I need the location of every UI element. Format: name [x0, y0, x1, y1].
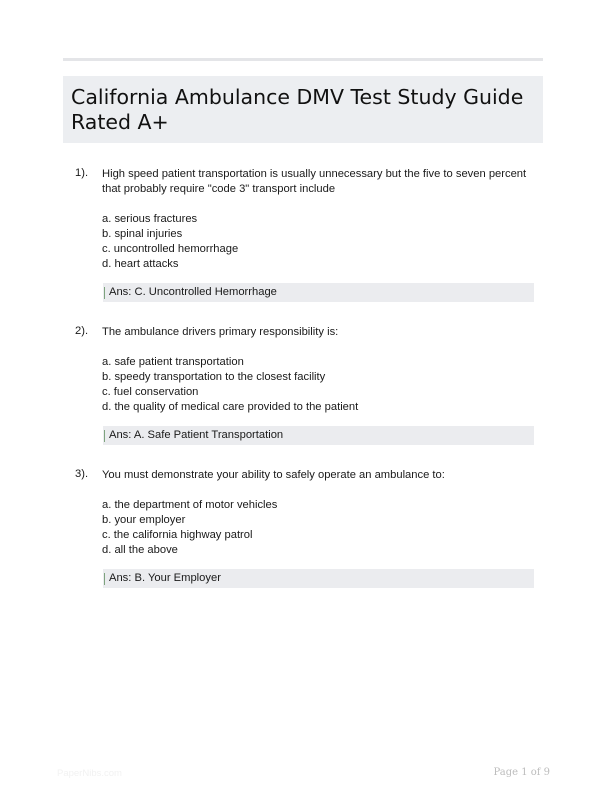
- answer-text: Ans: C. Uncontrolled Hemorrhage: [109, 286, 277, 298]
- option-d: d. the quality of medical care provided to the patient: [102, 401, 359, 413]
- answer-marker: [104, 287, 105, 299]
- question-text: You must demonstrate your ability to safely operate an ambulance to:: [102, 469, 445, 481]
- question-number: 2).: [75, 325, 89, 337]
- option-b: b. speedy transportation to the closest facility: [102, 371, 326, 383]
- option-a: a. serious fractures: [102, 213, 198, 225]
- option-a: a. safe patient transportation: [102, 356, 244, 368]
- question-number: 1).: [75, 167, 89, 179]
- option-a: a. the department of motor vehicles: [102, 499, 278, 511]
- option-d: d. all the above: [102, 544, 178, 556]
- page-number: Page 1 of 9: [493, 767, 550, 778]
- document-title: California Ambulance DMV Test Study Guide Rated A+: [71, 85, 524, 134]
- option-d: d. heart attacks: [102, 258, 179, 270]
- footer-watermark: PaperNibs.com: [57, 768, 122, 779]
- options-list: [102, 498, 277, 558]
- question-text: High speed patient transportation is usually unnecessary but the five to seven percent that probably require "code 3" transport include: [102, 168, 527, 195]
- answer-box: [103, 426, 534, 445]
- option-b: b. your employer: [102, 514, 186, 526]
- answer-text: Ans: A. Safe Patient Transportation: [109, 429, 284, 441]
- answer-box: [103, 569, 534, 588]
- question-text: The ambulance drivers primary responsibility is:: [102, 326, 339, 338]
- options-list: [102, 212, 238, 272]
- option-c: c. the california highway patrol: [102, 529, 253, 541]
- title-banner: [63, 76, 543, 143]
- answer-box: [103, 283, 534, 302]
- options-list: [102, 355, 358, 415]
- option-c: c. fuel conservation: [102, 386, 199, 398]
- answer-text: Ans: B. Your Employer: [109, 572, 221, 584]
- answer-marker: [104, 573, 105, 585]
- header-divider: [63, 58, 543, 61]
- question-number: 3).: [75, 468, 89, 480]
- option-b: b. spinal injuries: [102, 228, 183, 240]
- option-c: c. uncontrolled hemorrhage: [102, 243, 239, 255]
- answer-marker: [104, 430, 105, 442]
